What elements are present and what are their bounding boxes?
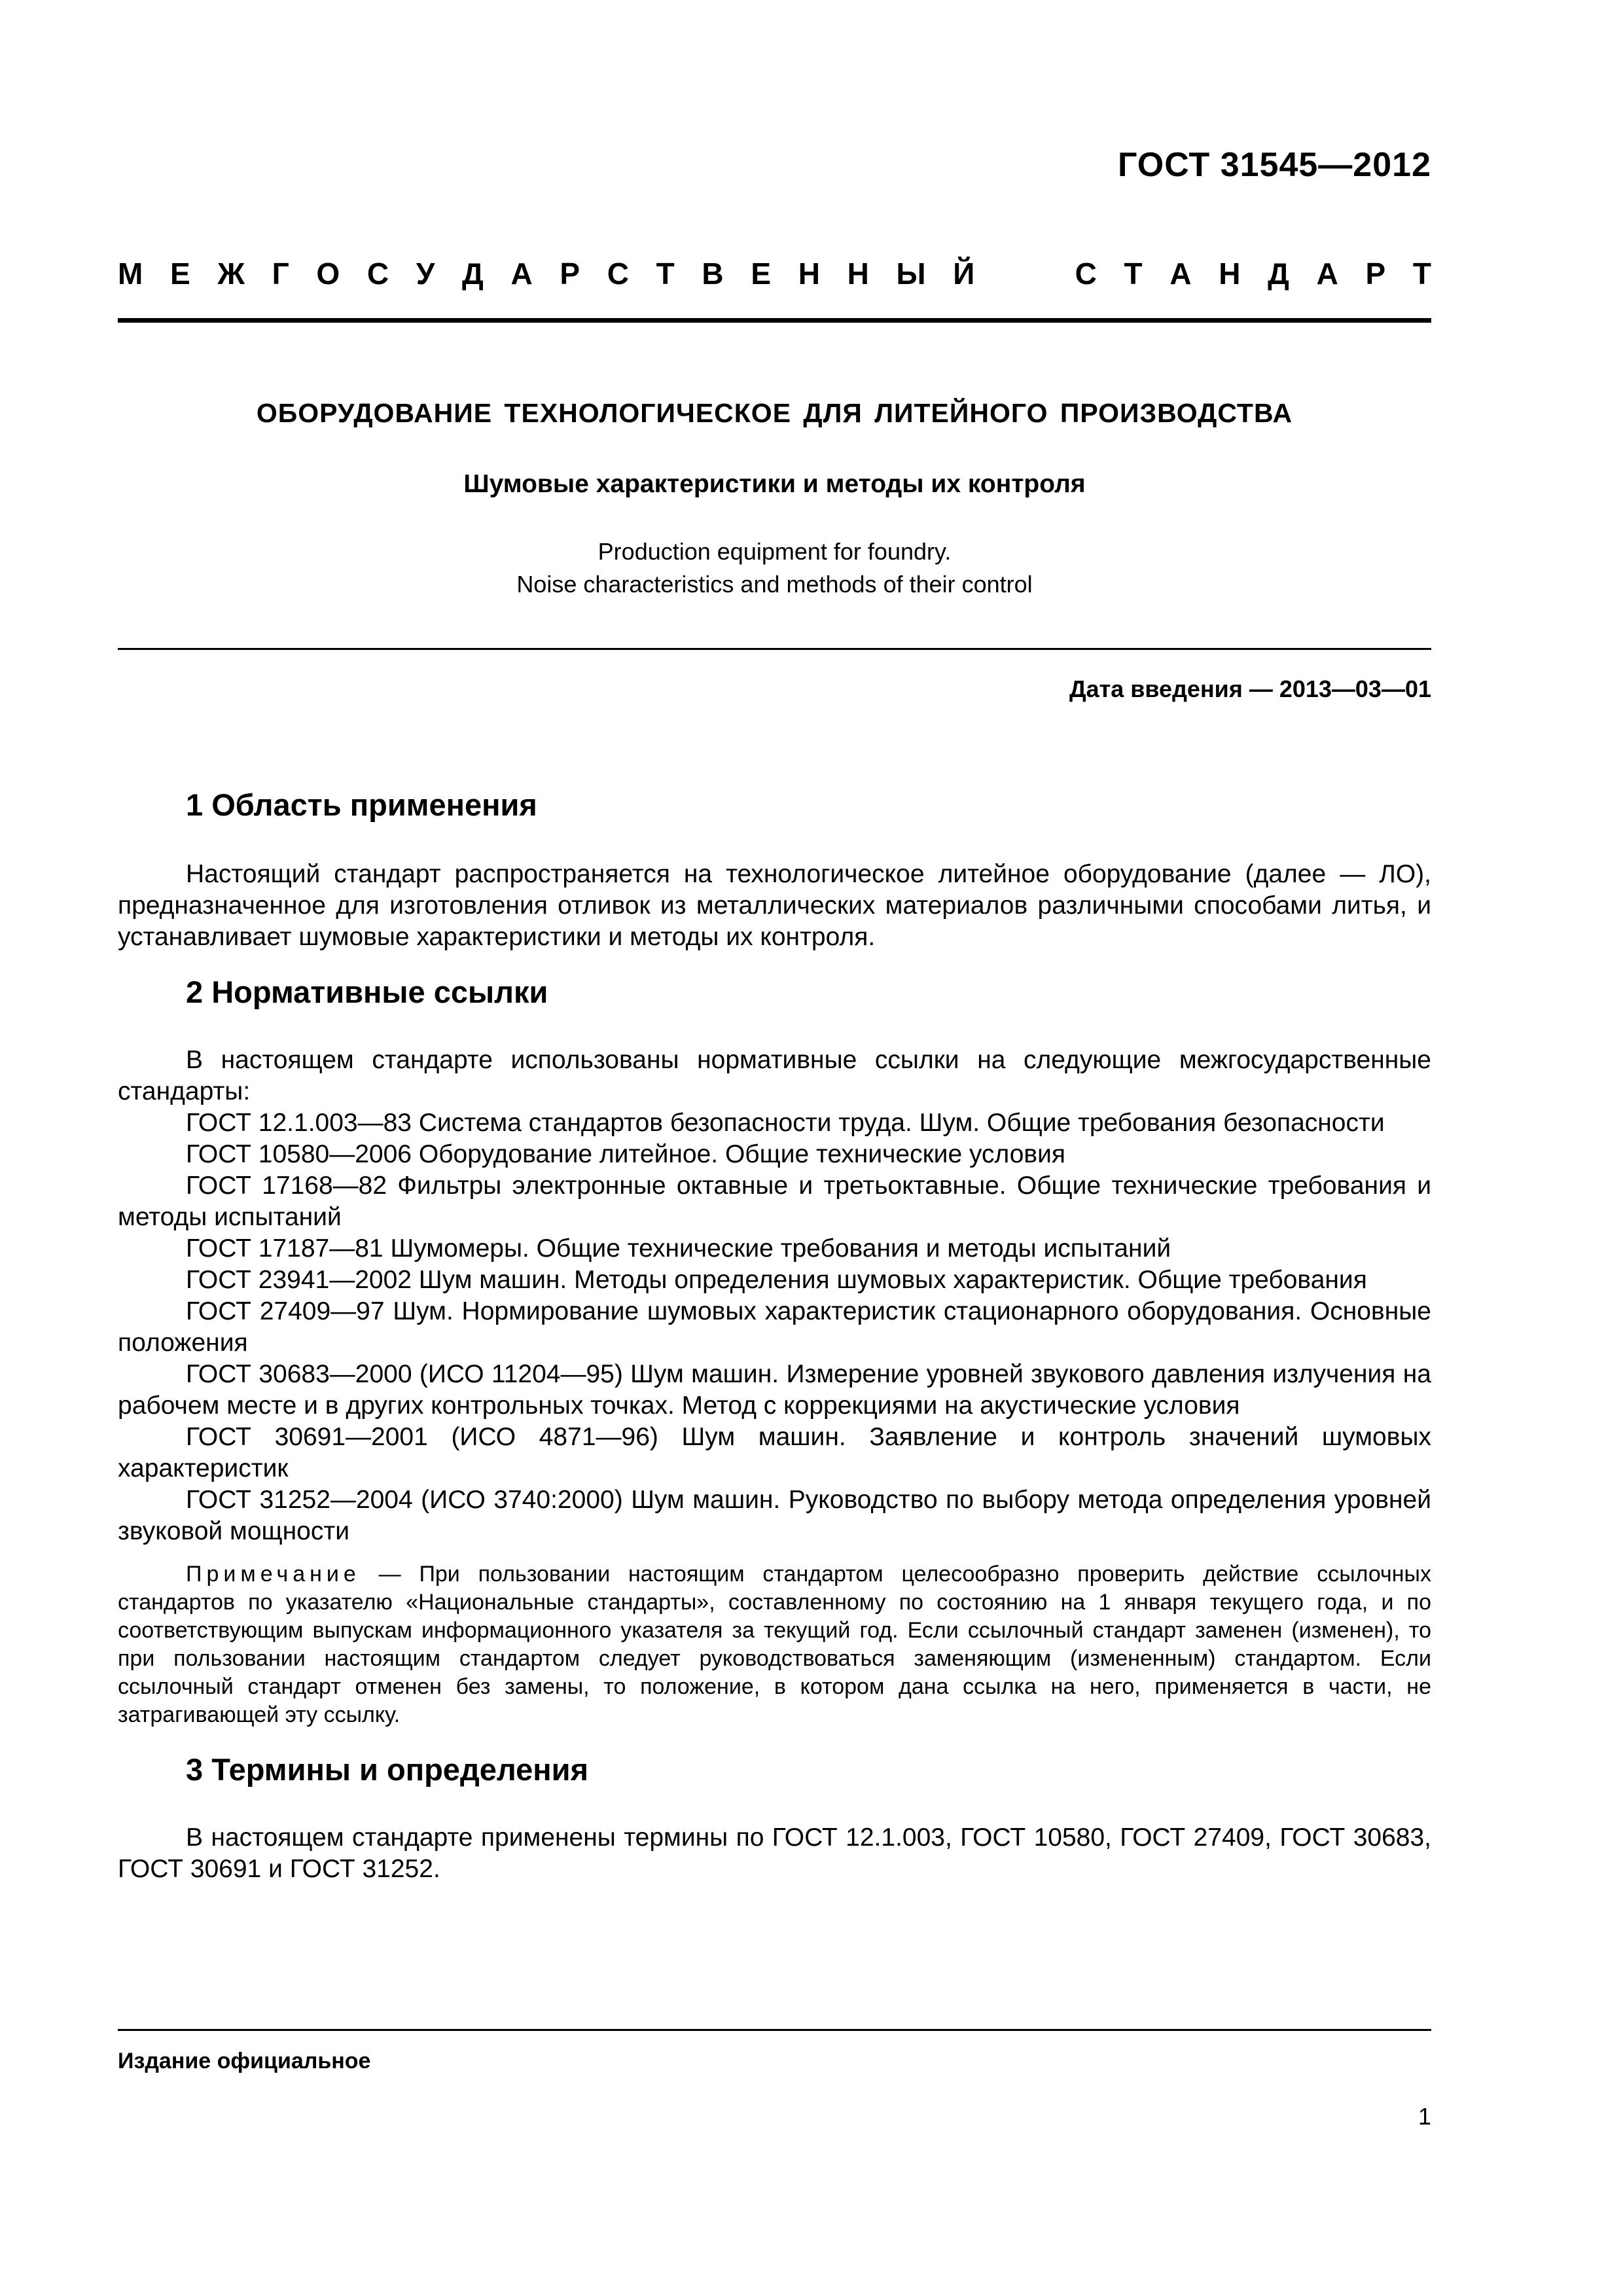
references-note [118,1560,1431,1729]
banner-letter: Р [560,257,580,291]
reference-item: ГОСТ 30683—2000 (ИСО 11204—95) Шум машин. Измерение уровней звукового давления излучения на рабочем месте и в других контрольных точках. Метод с коррекциями на акустические условия [118,1360,1431,1420]
note-label: Примечание [186,1562,361,1587]
document-title: ОБОРУДОВАНИЕ ТЕХНОЛОГИЧЕСКОЕ ДЛЯ ЛИТЕЙНОГО ПРОИЗВОДСТВА [256,398,1293,428]
english-title-line: Noise characteristics and methods of their control [516,571,1033,598]
banner-letter: Р [1365,257,1386,291]
banner-letter: Н [1219,257,1241,291]
page-number: 1 [1418,2103,1431,2130]
introduction-date: Дата введения — 2013—03—01 [1069,675,1431,702]
header-rule [118,318,1431,323]
banner-letter: Е [170,257,190,291]
reference-item: ГОСТ 10580—2006 Оборудование литейное. Общие технические условия [186,1140,1066,1168]
document-body [118,784,1431,1885]
banner-letter: Т [1412,257,1431,291]
banner-letter: Д [462,257,484,291]
reference-item: ГОСТ 23941—2002 Шум машин. Методы определения шумовых характеристик. Общие требования [186,1266,1367,1294]
reference-item: ГОСТ 17187—81 Шумомеры. Общие технические требования и методы испытаний [186,1234,1171,1263]
reference-item: ГОСТ 17168—82 Фильтры электронные октавные и третьоктавные. Общие технические требования и методы испытаний [118,1172,1431,1231]
banner-letter: А [510,257,533,291]
banner-letter: Т [1124,257,1143,291]
banner-letter: М [118,257,143,291]
banner-letter: У [416,257,435,291]
banner-letter: Г [272,257,289,291]
standard-number: ГОСТ 31545—2012 [1118,146,1431,184]
section-text-scope: Настоящий стандарт распространяется на технологическое литейное оборудование (далее — ЛО), предназначенное для изготовления отливок из металлических материалов различными способами литья, и устанавливает шумовые характеристики и методы их контроля. [118,860,1431,951]
banner-letter: Ы [896,257,926,291]
banner-letter: В [702,257,724,291]
english-title [118,535,1431,601]
banner-letter: Ж [217,257,245,291]
banner-letter: С [366,257,389,291]
document-subtitle: Шумовые характеристики и методы их контроля [463,470,1086,498]
reference-item: ГОСТ 31252—2004 (ИСО 3740:2000) Шум машин. Руководство по выбору метода определения уровней звуковой мощности [118,1486,1431,1545]
section-heading-references: 2 Нормативные ссылки [186,975,548,1009]
footer-rule [118,2029,1431,2031]
title-rule [118,648,1431,650]
section-text-terms: В настоящем стандарте применены термины по ГОСТ 12.1.003, ГОСТ 10580, ГОСТ 27409, ГОСТ 30683, ГОСТ 30691 и ГОСТ 31252. [118,1823,1431,1883]
reference-item: ГОСТ 27409—97 Шум. Нормирование шумовых характеристик стационарного оборудования. Основные положения [118,1297,1431,1357]
banner-letter: Т [656,257,675,291]
reference-item: ГОСТ 12.1.003—83 Система стандартов безопасности труда. Шум. Общие требования безопасности [186,1109,1385,1137]
banner-letter: Е [751,257,772,291]
banner-letter: А [1316,257,1338,291]
banner-letter: Д [1268,257,1289,291]
official-edition-label: Издание официальное [118,2049,371,2073]
banner-letter: О [316,257,340,291]
note-text: — При пользовании настоящим стандартом целесообразно проверить действие ссылочных стандартов по указателю «Национальные стандарты», составленному по состоянию на 1 января текущего года, и по соответствующим выпускам информационного указателя за текущий год. Если ссылочный стандарт заменен (изменен), то при пользовании настоящим стандартом следует руководствоваться заменяющим (измененным) стандартом. Если ссылочный стандарт отменен без замены, то положение, в котором дана ссылка на него, применяется в части, не затрагивающей эту ссылку. [118,1562,1431,1727]
reference-item: ГОСТ 30691—2001 (ИСО 4871—96) Шум машин. Заявление и контроль значений шумовых характеристик [118,1423,1431,1482]
banner-letter: С [1075,257,1097,291]
banner-letter: Н [847,257,869,291]
banner-letter: С [607,257,629,291]
section-heading-scope: 1 Область применения [186,787,537,822]
section-heading-terms: 3 Термины и определения [186,1752,588,1787]
english-title-line: Production equipment for foundry. [597,538,952,565]
banner-letter: Н [798,257,820,291]
banner-letter: Й [953,257,975,291]
references-intro: В настоящем стандарте использованы нормативные ссылки на следующие межгосударственные стандарты: [118,1046,1431,1105]
banner-letter: А [1169,257,1192,291]
interstate-standard-banner [118,253,1431,295]
